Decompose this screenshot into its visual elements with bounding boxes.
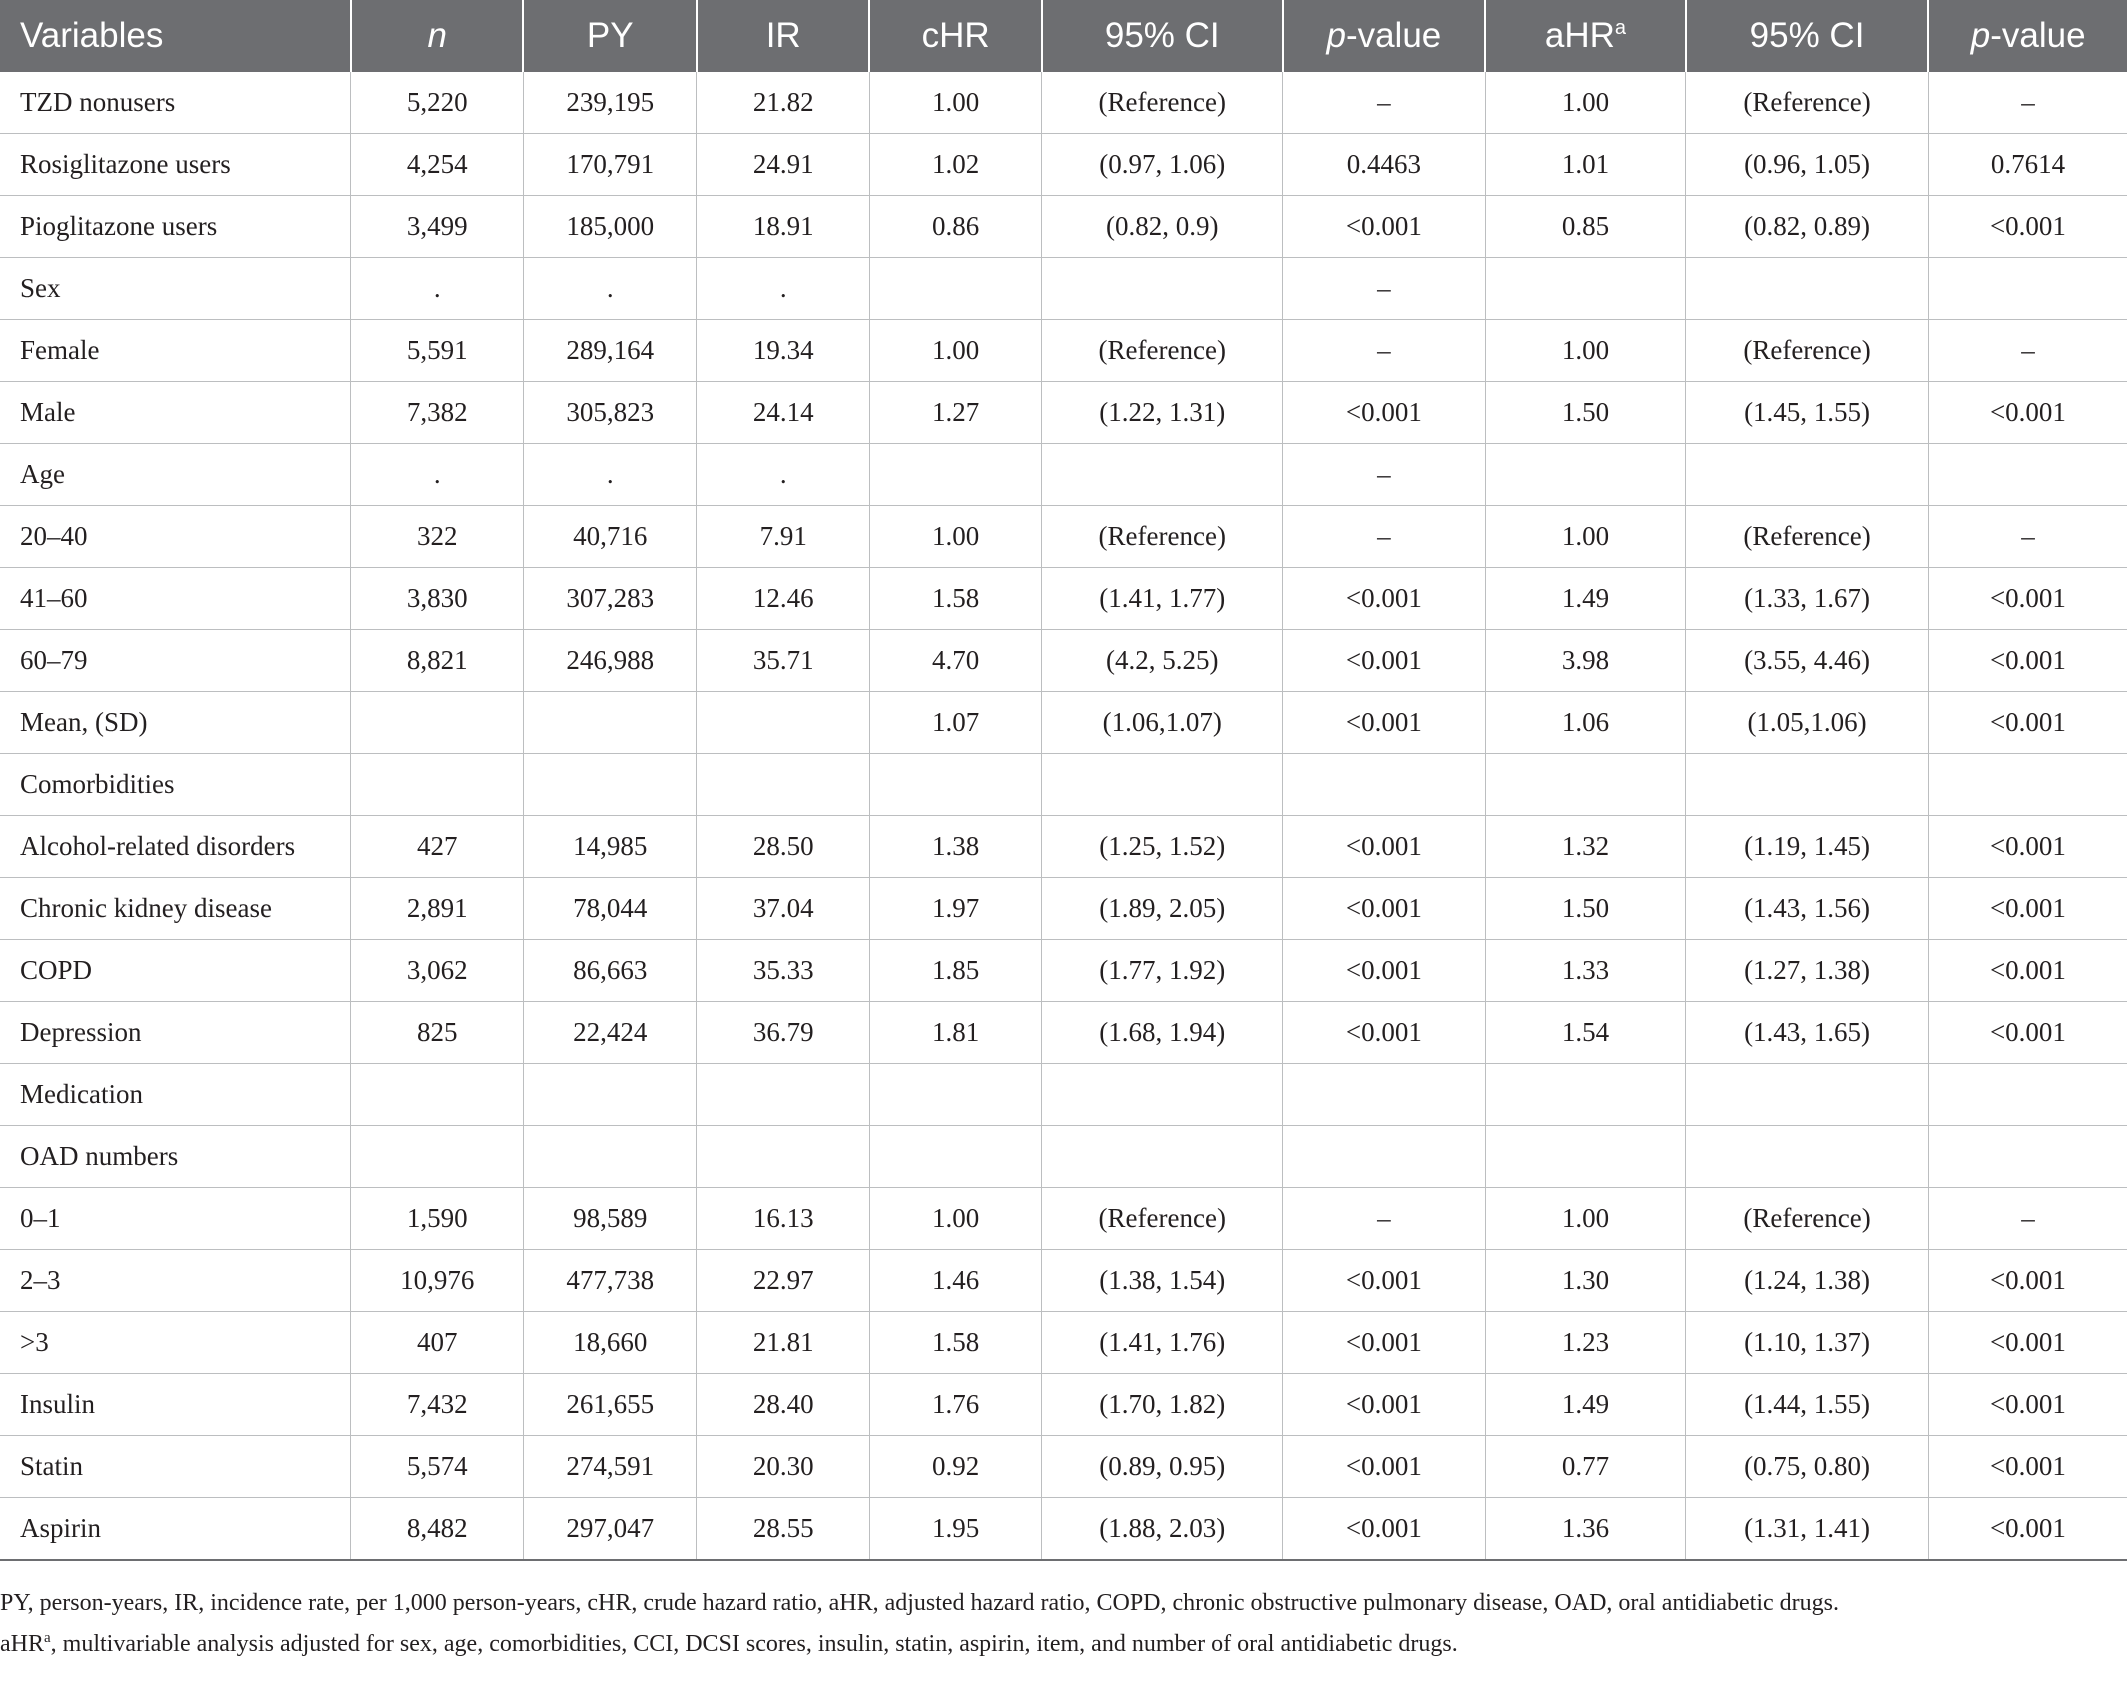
table-cell <box>1928 444 2127 506</box>
table-row <box>0 816 2127 878</box>
column-header-label: PY <box>586 16 634 55</box>
row-variable-cell: OAD numbers <box>0 1126 351 1188</box>
column-header <box>1686 0 1929 72</box>
table-cell: 1.54 <box>1485 1002 1686 1064</box>
column-header-suffix: -value <box>1345 16 1442 55</box>
table-cell: (0.89, 0.95) <box>1042 1436 1283 1498</box>
column-header-label: Variables <box>20 16 164 55</box>
table-cell: 21.82 <box>697 72 869 134</box>
row-variable-cell: Age <box>0 444 351 506</box>
table-cell: 19.34 <box>697 320 869 382</box>
table-cell: <0.001 <box>1283 816 1486 878</box>
table-cell: 5,591 <box>351 320 523 382</box>
table-row <box>0 320 2127 382</box>
table-cell: <0.001 <box>1928 630 2127 692</box>
table-cell: 1.00 <box>1485 72 1686 134</box>
table-cell: <0.001 <box>1283 692 1486 754</box>
row-variable-cell: TZD nonusers <box>0 72 351 134</box>
table-cell: 246,988 <box>523 630 696 692</box>
table-cell: . <box>697 444 869 506</box>
table-cell: – <box>1928 320 2127 382</box>
table-row <box>0 1188 2127 1250</box>
table-cell <box>1485 1126 1686 1188</box>
table-cell: 7,432 <box>351 1374 523 1436</box>
table-row <box>0 878 2127 940</box>
table-cell: 1,590 <box>351 1188 523 1250</box>
table-row <box>0 1312 2127 1374</box>
table-body <box>0 72 2127 1560</box>
table-cell: (1.41, 1.77) <box>1042 568 1283 630</box>
column-header-label: 95% CI <box>1104 16 1220 55</box>
table-cell: (Reference) <box>1042 320 1283 382</box>
table-cell: – <box>1283 72 1486 134</box>
row-variable-cell: Mean, (SD) <box>0 692 351 754</box>
table-cell: 12.46 <box>697 568 869 630</box>
table-row <box>0 258 2127 320</box>
table-cell: <0.001 <box>1928 1374 2127 1436</box>
table-cell: 20.30 <box>697 1436 869 1498</box>
table-row <box>0 630 2127 692</box>
table-cell: 825 <box>351 1002 523 1064</box>
table-cell: – <box>1928 72 2127 134</box>
table-cell: (0.82, 0.9) <box>1042 196 1283 258</box>
table-cell: – <box>1928 506 2127 568</box>
table-cell <box>1485 258 1686 320</box>
table-cell: (1.10, 1.37) <box>1686 1312 1929 1374</box>
table-cell: (1.68, 1.94) <box>1042 1002 1283 1064</box>
table-row <box>0 506 2127 568</box>
table-cell: 14,985 <box>523 816 696 878</box>
table-cell: 40,716 <box>523 506 696 568</box>
table-cell: 170,791 <box>523 134 696 196</box>
table-cell <box>523 1126 696 1188</box>
table-cell: 4.70 <box>869 630 1041 692</box>
table-row <box>0 692 2127 754</box>
table-cell: (1.27, 1.38) <box>1686 940 1929 1002</box>
table-cell: – <box>1283 444 1486 506</box>
table-cell: 1.30 <box>1485 1250 1686 1312</box>
table-cell <box>1928 1064 2127 1126</box>
table-row <box>0 940 2127 1002</box>
table-cell: 1.00 <box>869 1188 1041 1250</box>
table-cell <box>1485 444 1686 506</box>
footnote-abbreviations: PY, person-years, IR, incidence rate, per 1,000 person-years, cHR, crude hazard ratio, aHR, adjusted hazard ratio, COPD, chronic obstructive pulmonary disease, OAD, oral antidiabetic drugs. <box>0 1590 1839 1616</box>
column-header <box>1928 0 2127 72</box>
row-variable-cell: 60–79 <box>0 630 351 692</box>
table-cell <box>697 1126 869 1188</box>
table-cell: 1.00 <box>869 506 1041 568</box>
table-cell: (1.43, 1.56) <box>1686 878 1929 940</box>
table-cell <box>1928 754 2127 816</box>
table-cell: 1.50 <box>1485 382 1686 444</box>
table-cell: 1.97 <box>869 878 1041 940</box>
column-header <box>697 0 869 72</box>
table-cell: <0.001 <box>1928 382 2127 444</box>
table-cell: 1.38 <box>869 816 1041 878</box>
table-cell: <0.001 <box>1928 692 2127 754</box>
row-variable-cell: Rosiglitazone users <box>0 134 351 196</box>
table-cell <box>869 258 1041 320</box>
table-cell: 3.98 <box>1485 630 1686 692</box>
column-header-label: aHR <box>1544 16 1615 55</box>
table-cell: . <box>351 258 523 320</box>
table-cell: 1.00 <box>869 320 1041 382</box>
table-cell: 21.81 <box>697 1312 869 1374</box>
table-row <box>0 72 2127 134</box>
table-cell: (Reference) <box>1042 506 1283 568</box>
table-cell: 305,823 <box>523 382 696 444</box>
table-cell: . <box>351 444 523 506</box>
table-cell: 307,283 <box>523 568 696 630</box>
table-row <box>0 568 2127 630</box>
table-row <box>0 1126 2127 1188</box>
table-cell: <0.001 <box>1283 1374 1486 1436</box>
table-cell: 1.07 <box>869 692 1041 754</box>
row-variable-cell: Pioglitazone users <box>0 196 351 258</box>
column-header <box>0 0 351 72</box>
table-cell: 1.81 <box>869 1002 1041 1064</box>
table-cell: 407 <box>351 1312 523 1374</box>
column-header-suffix: -value <box>1990 16 2086 55</box>
table-cell: (Reference) <box>1686 506 1929 568</box>
table-cell <box>1686 444 1929 506</box>
row-variable-cell: Chronic kidney disease <box>0 878 351 940</box>
table-cell: 1.33 <box>1485 940 1686 1002</box>
table-cell: (1.41, 1.76) <box>1042 1312 1283 1374</box>
table-cell <box>869 1126 1041 1188</box>
table-cell <box>1042 1064 1283 1126</box>
table-cell: 7.91 <box>697 506 869 568</box>
table-cell: <0.001 <box>1283 1312 1486 1374</box>
table-cell: 3,830 <box>351 568 523 630</box>
table-cell <box>1485 1064 1686 1126</box>
table-cell: 18.91 <box>697 196 869 258</box>
column-header-label: p <box>1326 16 1346 55</box>
table-cell: 0.92 <box>869 1436 1041 1498</box>
table-cell: <0.001 <box>1283 196 1486 258</box>
table-cell: 4,254 <box>351 134 523 196</box>
table-row <box>0 1002 2127 1064</box>
table-cell: 0.7614 <box>1928 134 2127 196</box>
table-cell: 289,164 <box>523 320 696 382</box>
row-variable-cell: 2–3 <box>0 1250 351 1312</box>
table-cell: <0.001 <box>1283 1002 1486 1064</box>
table-cell <box>1686 1126 1929 1188</box>
row-variable-cell: 20–40 <box>0 506 351 568</box>
table-cell: 5,574 <box>351 1436 523 1498</box>
table-cell: <0.001 <box>1283 630 1486 692</box>
table-row <box>0 1064 2127 1126</box>
table-cell: 1.02 <box>869 134 1041 196</box>
table-cell: 1.58 <box>869 568 1041 630</box>
table-cell: (0.75, 0.80) <box>1686 1436 1929 1498</box>
table-cell: <0.001 <box>1283 1498 1486 1561</box>
column-header-label: cHR <box>921 16 990 55</box>
row-variable-cell: 0–1 <box>0 1188 351 1250</box>
table-cell <box>351 754 523 816</box>
row-variable-cell: Female <box>0 320 351 382</box>
table-cell <box>1042 754 1283 816</box>
table-cell: 477,738 <box>523 1250 696 1312</box>
table-cell: (1.06,1.07) <box>1042 692 1283 754</box>
table-cell: (1.33, 1.67) <box>1686 568 1929 630</box>
table-cell: . <box>523 258 696 320</box>
footnote-adjustment <box>0 1631 1458 1658</box>
table-cell: 10,976 <box>351 1250 523 1312</box>
table-cell: 3,499 <box>351 196 523 258</box>
table-cell: – <box>1283 258 1486 320</box>
table-cell: – <box>1283 1188 1486 1250</box>
table-cell: (1.88, 2.03) <box>1042 1498 1283 1561</box>
table-cell: (0.97, 1.06) <box>1042 134 1283 196</box>
table-cell: 8,482 <box>351 1498 523 1561</box>
table-cell <box>869 1064 1041 1126</box>
row-variable-cell: Alcohol-related disorders <box>0 816 351 878</box>
table-cell <box>351 692 523 754</box>
table-cell: <0.001 <box>1928 1436 2127 1498</box>
table-cell <box>1686 1064 1929 1126</box>
table-cell: 1.23 <box>1485 1312 1686 1374</box>
table-cell: 24.14 <box>697 382 869 444</box>
table-cell: – <box>1283 320 1486 382</box>
table-cell: 98,589 <box>523 1188 696 1250</box>
table-cell: 322 <box>351 506 523 568</box>
column-header <box>523 0 696 72</box>
table-cell: 1.58 <box>869 1312 1041 1374</box>
table-row <box>0 196 2127 258</box>
table-cell: 1.00 <box>1485 506 1686 568</box>
table-cell: 8,821 <box>351 630 523 692</box>
table-cell: <0.001 <box>1928 196 2127 258</box>
row-variable-cell: Depression <box>0 1002 351 1064</box>
table-cell: 78,044 <box>523 878 696 940</box>
footnote-adjustment-text: , multivariable analysis adjusted for sex, age, comorbidities, CCI, DCSI scores, insulin, statin, aspirin, item, and number of oral antidiabetic drugs. <box>50 1631 1458 1657</box>
table-cell: 427 <box>351 816 523 878</box>
table-cell: (Reference) <box>1042 72 1283 134</box>
row-variable-cell: Male <box>0 382 351 444</box>
table-row <box>0 754 2127 816</box>
table-cell <box>1042 1126 1283 1188</box>
row-variable-cell: 41–60 <box>0 568 351 630</box>
column-header <box>351 0 523 72</box>
table-cell: 16.13 <box>697 1188 869 1250</box>
table-cell: . <box>523 444 696 506</box>
table-cell: <0.001 <box>1928 1250 2127 1312</box>
table-cell: 1.27 <box>869 382 1041 444</box>
table-cell: 1.49 <box>1485 1374 1686 1436</box>
table-cell: 28.50 <box>697 816 869 878</box>
table-cell <box>523 1064 696 1126</box>
table-cell: <0.001 <box>1928 1498 2127 1561</box>
table-cell: 1.32 <box>1485 816 1686 878</box>
table-row <box>0 382 2127 444</box>
table-cell: 1.00 <box>1485 1188 1686 1250</box>
table-cell: (1.70, 1.82) <box>1042 1374 1283 1436</box>
table-cell: <0.001 <box>1283 878 1486 940</box>
table-cell: 35.33 <box>697 940 869 1002</box>
table-cell: – <box>1283 506 1486 568</box>
table-row <box>0 134 2127 196</box>
table-row <box>0 1436 2127 1498</box>
table-cell: <0.001 <box>1928 816 2127 878</box>
table-cell: 1.00 <box>869 72 1041 134</box>
row-variable-cell: Sex <box>0 258 351 320</box>
table-cell: <0.001 <box>1283 382 1486 444</box>
table-cell <box>523 754 696 816</box>
column-header <box>1283 0 1486 72</box>
table-cell: 1.06 <box>1485 692 1686 754</box>
table-cell <box>1686 754 1929 816</box>
table-cell: (1.89, 2.05) <box>1042 878 1283 940</box>
table-header-row <box>0 0 2127 72</box>
footnote-superscript: a <box>44 1630 51 1646</box>
table-cell: (Reference) <box>1686 320 1929 382</box>
table-cell: <0.001 <box>1283 1250 1486 1312</box>
table-cell: <0.001 <box>1928 940 2127 1002</box>
table-cell <box>1283 1064 1486 1126</box>
column-header-label: IR <box>765 16 801 55</box>
table-cell: 28.40 <box>697 1374 869 1436</box>
table-cell: <0.001 <box>1928 568 2127 630</box>
table-cell: 1.01 <box>1485 134 1686 196</box>
table-cell: 1.95 <box>869 1498 1041 1561</box>
table-cell <box>351 1126 523 1188</box>
table-cell: 2,891 <box>351 878 523 940</box>
table-cell: <0.001 <box>1928 878 2127 940</box>
row-variable-cell: Comorbidities <box>0 754 351 816</box>
column-header-label: n <box>427 16 447 55</box>
table-cell: 1.76 <box>869 1374 1041 1436</box>
table-cell <box>523 692 696 754</box>
table-cell: 261,655 <box>523 1374 696 1436</box>
table-cell: (1.25, 1.52) <box>1042 816 1283 878</box>
table-cell: . <box>697 258 869 320</box>
table-cell: 297,047 <box>523 1498 696 1561</box>
table-cell: 22.97 <box>697 1250 869 1312</box>
row-variable-cell: COPD <box>0 940 351 1002</box>
table-cell: (3.55, 4.46) <box>1686 630 1929 692</box>
table-cell: 239,195 <box>523 72 696 134</box>
table-cell: (0.82, 0.89) <box>1686 196 1929 258</box>
table-cell <box>1042 444 1283 506</box>
table-cell: <0.001 <box>1283 940 1486 1002</box>
column-header-label: 95% CI <box>1749 16 1865 55</box>
table-cell: (1.22, 1.31) <box>1042 382 1283 444</box>
table-cell <box>869 754 1041 816</box>
table-cell <box>697 692 869 754</box>
table-cell: 24.91 <box>697 134 869 196</box>
column-header <box>869 0 1041 72</box>
table-cell: (Reference) <box>1686 72 1929 134</box>
table-cell: (Reference) <box>1042 1188 1283 1250</box>
table-cell: <0.001 <box>1928 1002 2127 1064</box>
table-cell: 0.86 <box>869 196 1041 258</box>
table-cell: (1.43, 1.65) <box>1686 1002 1929 1064</box>
table-cell: – <box>1928 1188 2127 1250</box>
table-row <box>0 1250 2127 1312</box>
table-cell <box>697 1064 869 1126</box>
column-header-label: p <box>1970 16 1991 55</box>
table-cell: <0.001 <box>1283 1436 1486 1498</box>
table-cell: (1.31, 1.41) <box>1686 1498 1929 1561</box>
row-variable-cell: Statin <box>0 1436 351 1498</box>
table-cell: (4.2, 5.25) <box>1042 630 1283 692</box>
table-cell: 0.4463 <box>1283 134 1486 196</box>
table-cell: 28.55 <box>697 1498 869 1561</box>
table-cell: 0.85 <box>1485 196 1686 258</box>
row-variable-cell: Aspirin <box>0 1498 351 1561</box>
table-cell: 1.50 <box>1485 878 1686 940</box>
table-cell: <0.001 <box>1928 1312 2127 1374</box>
table-row <box>0 444 2127 506</box>
table-cell <box>1042 258 1283 320</box>
table-cell: 1.85 <box>869 940 1041 1002</box>
table-cell <box>1283 754 1486 816</box>
table-cell <box>351 1064 523 1126</box>
column-header-superscript: a <box>1614 17 1627 39</box>
table-cell <box>1928 258 2127 320</box>
table-cell <box>697 754 869 816</box>
table-cell: (1.45, 1.55) <box>1686 382 1929 444</box>
table-cell <box>1686 258 1929 320</box>
table-cell: 1.49 <box>1485 568 1686 630</box>
footnote-ahr-label: aHR <box>0 1631 44 1657</box>
table-cell: (1.38, 1.54) <box>1042 1250 1283 1312</box>
table-cell: 185,000 <box>523 196 696 258</box>
row-variable-cell: Medication <box>0 1064 351 1126</box>
column-header <box>1042 0 1283 72</box>
table-cell <box>1283 1126 1486 1188</box>
table-cell: 274,591 <box>523 1436 696 1498</box>
table-cell: <0.001 <box>1283 568 1486 630</box>
table-cell: 37.04 <box>697 878 869 940</box>
table-cell <box>1485 754 1686 816</box>
table-row <box>0 1498 2127 1561</box>
table-cell: (1.44, 1.55) <box>1686 1374 1929 1436</box>
table-cell: (1.05,1.06) <box>1686 692 1929 754</box>
table-cell: 5,220 <box>351 72 523 134</box>
table-cell <box>1928 1126 2127 1188</box>
table-cell: 22,424 <box>523 1002 696 1064</box>
table-cell: 7,382 <box>351 382 523 444</box>
table-cell: (1.77, 1.92) <box>1042 940 1283 1002</box>
table-cell: 36.79 <box>697 1002 869 1064</box>
table-cell: 1.36 <box>1485 1498 1686 1561</box>
row-variable-cell: >3 <box>0 1312 351 1374</box>
table-cell: (1.19, 1.45) <box>1686 816 1929 878</box>
table-cell <box>869 444 1041 506</box>
table-cell: (1.24, 1.38) <box>1686 1250 1929 1312</box>
column-header <box>1485 0 1686 72</box>
table-cell: 18,660 <box>523 1312 696 1374</box>
row-variable-cell: Insulin <box>0 1374 351 1436</box>
table-cell: 3,062 <box>351 940 523 1002</box>
table-cell: (0.96, 1.05) <box>1686 134 1929 196</box>
table-cell: (Reference) <box>1686 1188 1929 1250</box>
table-cell: 86,663 <box>523 940 696 1002</box>
table-row <box>0 1374 2127 1436</box>
table-cell: 1.00 <box>1485 320 1686 382</box>
table-cell: 35.71 <box>697 630 869 692</box>
table-cell: 0.77 <box>1485 1436 1686 1498</box>
table-cell: 1.46 <box>869 1250 1041 1312</box>
